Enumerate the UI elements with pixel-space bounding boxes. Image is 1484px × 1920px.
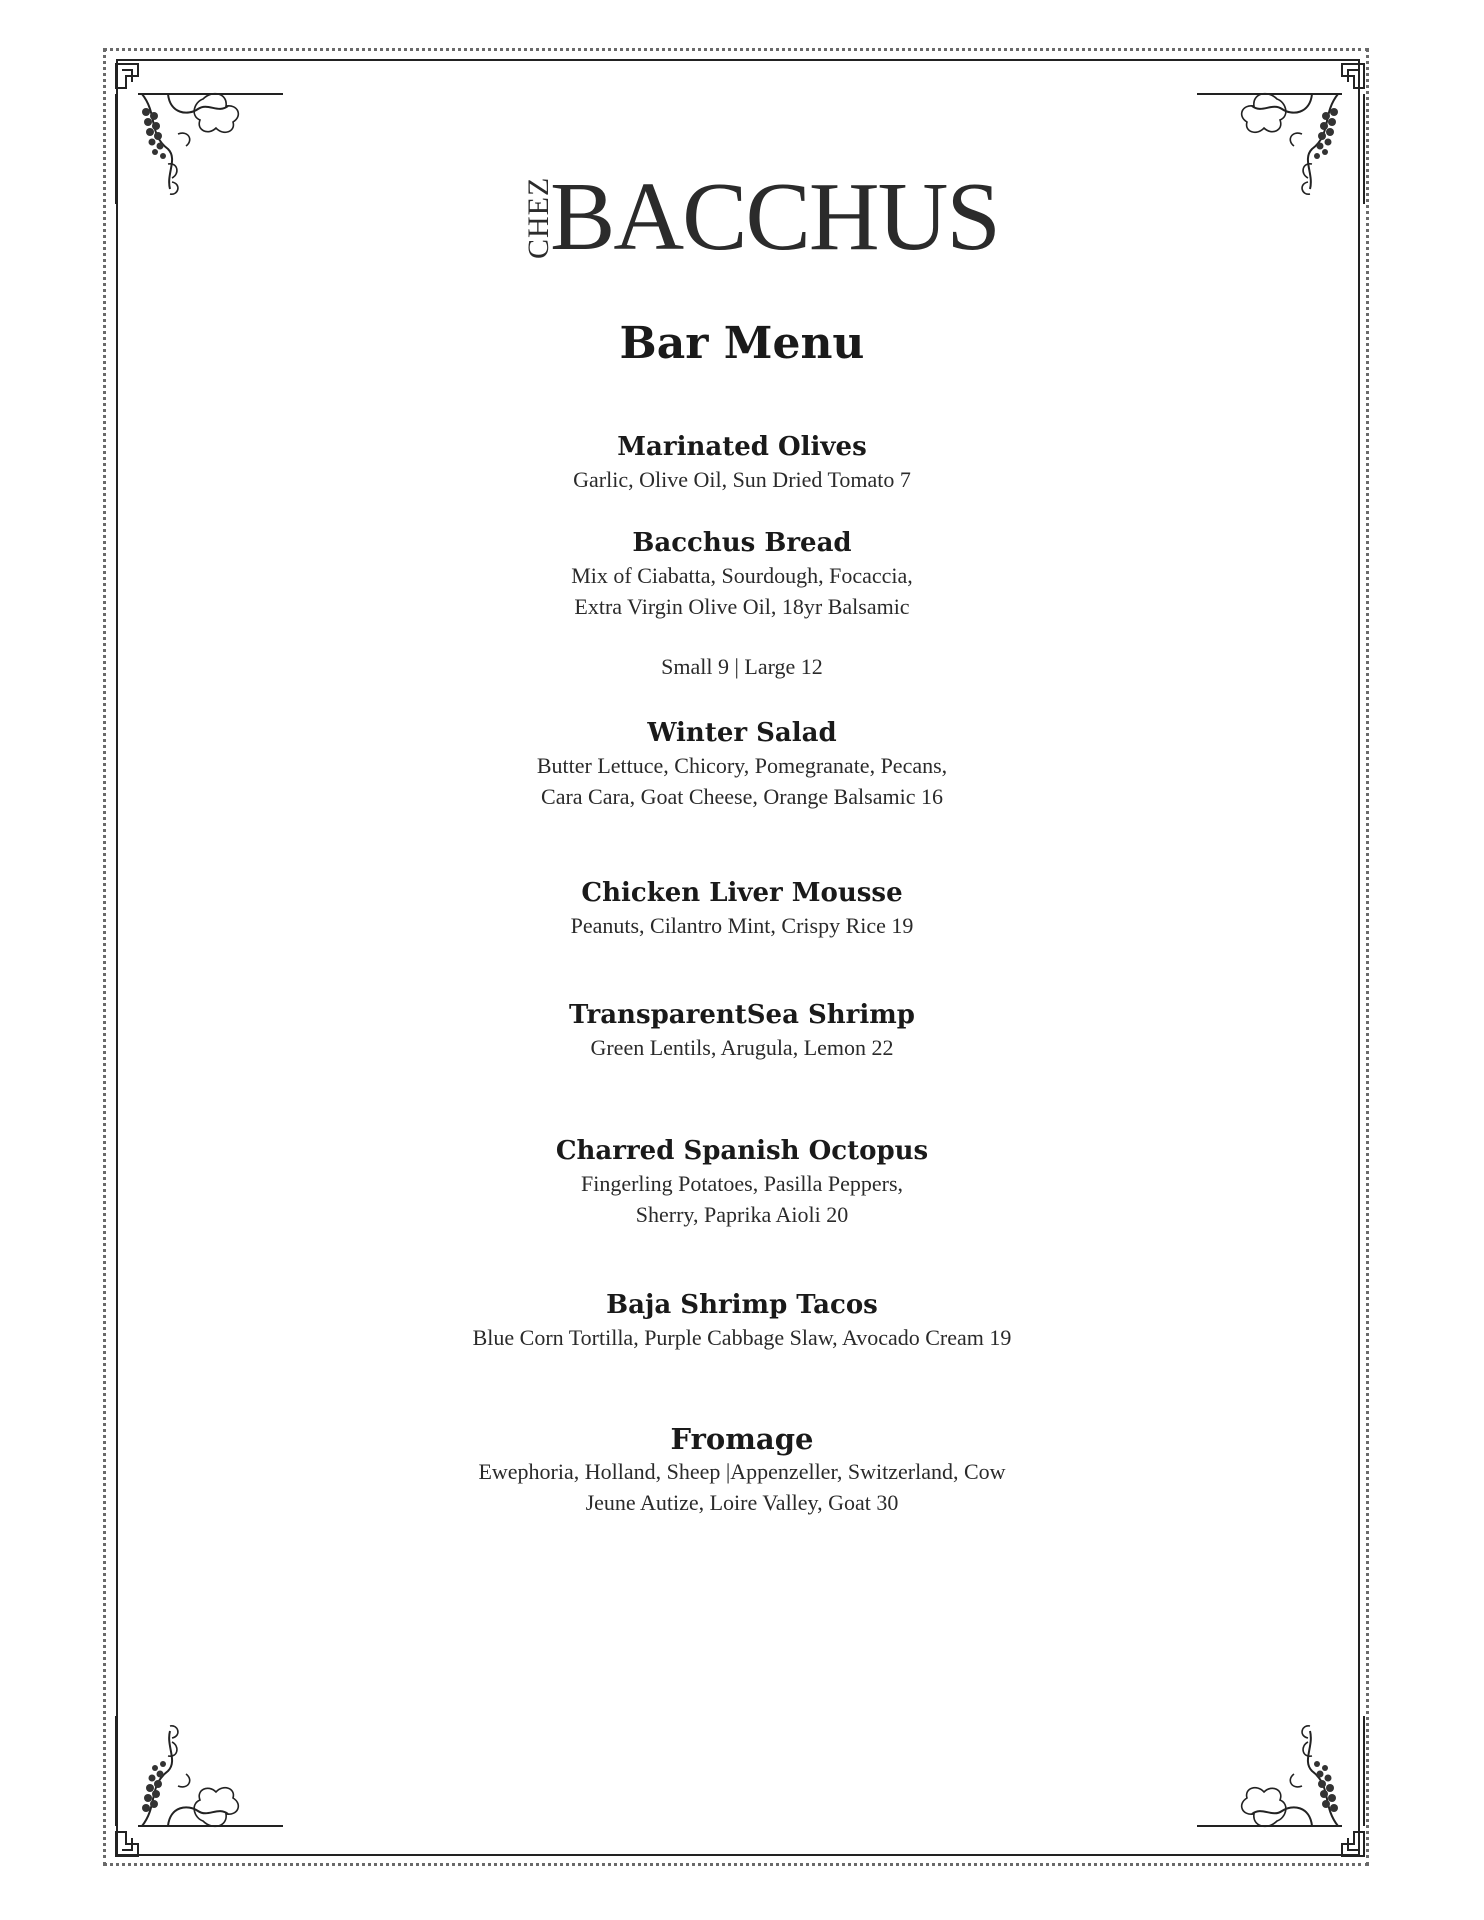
item-description: Jeune Autize, Loire Valley, Goat 30	[585, 1490, 899, 1515]
item-description: Blue Corn Tortilla, Purple Cabbage Slaw, Avocado Cream 19	[472, 1325, 1012, 1350]
item-name: Winter Salad	[647, 718, 837, 748]
menu-item	[0, 1288, 1484, 1353]
menu-item	[0, 998, 1484, 1063]
item-description: Mix of Ciabatta, Sourdough, Focaccia,	[571, 563, 913, 588]
item-description: Sherry, Paprika Aioli 20	[635, 1202, 849, 1227]
menu-item	[0, 716, 1484, 812]
item-name: TransparentSea Shrimp	[569, 1000, 915, 1030]
menu-item	[0, 876, 1484, 941]
menu-item	[0, 526, 1484, 622]
item-description: Butter Lettuce, Chicory, Pomegranate, Pecans,	[536, 753, 948, 778]
item-name: Fromage	[670, 1422, 814, 1456]
item-description: Garlic, Olive Oil, Sun Dried Tomato 7	[573, 467, 911, 492]
item-description: Ewephoria, Holland, Sheep |Appenzeller, Switzerland, Cow	[478, 1459, 1006, 1484]
item-name: Bacchus Bread	[632, 528, 852, 558]
bread-sizes: Small 9 | Large 12	[661, 654, 823, 679]
item-description: Extra Virgin Olive Oil, 18yr Balsamic	[574, 594, 910, 619]
item-description: Peanuts, Cilantro Mint, Crispy Rice 19	[570, 913, 914, 938]
corner-ornament-icon	[1182, 1706, 1372, 1866]
corner-ornament-icon	[1182, 54, 1372, 214]
item-description: Cara Cara, Goat Cheese, Orange Balsamic 16	[541, 784, 943, 809]
corner-ornament-icon	[108, 1706, 298, 1866]
item-description: Green Lentils, Arugula, Lemon 22	[590, 1035, 894, 1060]
logo-name: BACCHUS	[550, 163, 999, 271]
item-name: Charred Spanish Octopus	[555, 1136, 929, 1166]
menu-item	[0, 1134, 1484, 1230]
restaurant-logo	[512, 162, 999, 272]
item-name: Baja Shrimp Tacos	[606, 1290, 878, 1320]
menu-item	[0, 1422, 1484, 1518]
item-name: Marinated Olives	[617, 432, 867, 462]
item-name: Chicken Liver Mousse	[581, 878, 903, 908]
menu-title: Bar Menu	[619, 318, 865, 369]
menu-item	[0, 430, 1484, 495]
corner-ornament-icon	[108, 54, 298, 214]
logo-prefix: CHEZ	[522, 176, 555, 259]
item-description: Fingerling Potatoes, Pasilla Peppers,	[580, 1171, 904, 1196]
